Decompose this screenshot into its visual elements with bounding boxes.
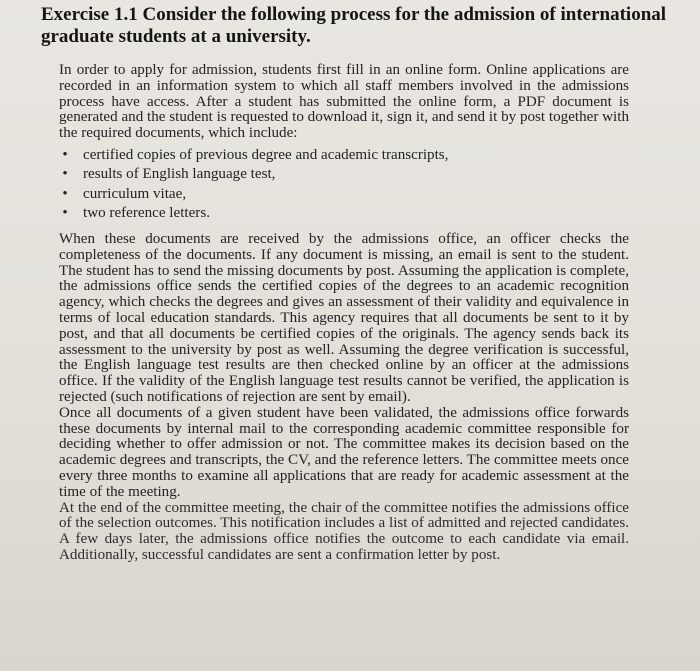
exercise-title: Exercise 1.1 Consider the following process for the admission of international graduate students at a university. xyxy=(41,4,667,47)
required-documents-list xyxy=(59,146,629,224)
list-item xyxy=(59,165,629,185)
committee-paragraph: Once all documents of a given student have been validated, the admissions office forwards these documents by internal mail to the corresponding academic committee responsible for deciding whether to offer admission or not. The committee makes its decision based on the academic degrees and transcripts, the CV, and the reference letters. The committee meets once every three months to examine all applications that are ready for academic assessment at the time of the meeting. xyxy=(59,404,629,500)
bullet-icon: • xyxy=(62,166,68,183)
list-item xyxy=(59,146,629,166)
exercise-body xyxy=(59,63,629,564)
intro-paragraph: In order to apply for admission, students first fill in an online form. Online applications are recorded in an information system to which all staff members involved in the admissions process have access. After a student has submitted the online form, a PDF document is generated and the student is requested to download it, sign it, and send it by post together with the required documents, which include: xyxy=(59,62,629,142)
outcome-paragraph: At the end of the committee meeting, the chair of the committee notifies the admissions office of the selection outcomes. This notification includes a list of admitted and rejected candidates. A few days later, the admissions office notifies the outcome to each candidate via email. Additionally, successful candidates are sent a confirmation letter by post. xyxy=(59,499,629,563)
bullet-icon: • xyxy=(62,146,68,163)
list-item xyxy=(59,204,629,224)
list-item-text: certified copies of previous degree and academic transcripts, xyxy=(83,146,449,163)
bullet-icon: • xyxy=(62,205,68,222)
list-item-text: curriculum vitae, xyxy=(83,185,187,202)
verification-paragraph: When these documents are received by the admissions office, an officer checks the completeness of the documents. If any document is missing, an email is sent to the student. The student has to send the missing documents by post. Assuming the application is complete, the admissions office sends the certified copies of the degrees to an academic recognition agency, which checks the degrees and gives an assessment of their validity and equivalence in terms of local education standards. This agency requires that all documents be sent to it by post, and that all documents be certified copies of the originals. The agency sends back its assessment to the university by post as well. Assuming the degree verification is successful, the English language test results are then checked online by an officer at the admissions office. If the validity of the English language test results cannot be verified, the application is rejected (such notifications of rejection are sent by email). xyxy=(59,230,629,405)
bullet-icon: • xyxy=(62,185,68,202)
list-item-text: results of English language test, xyxy=(83,166,276,183)
list-item-text: two reference letters. xyxy=(83,205,210,222)
list-item xyxy=(59,185,629,205)
